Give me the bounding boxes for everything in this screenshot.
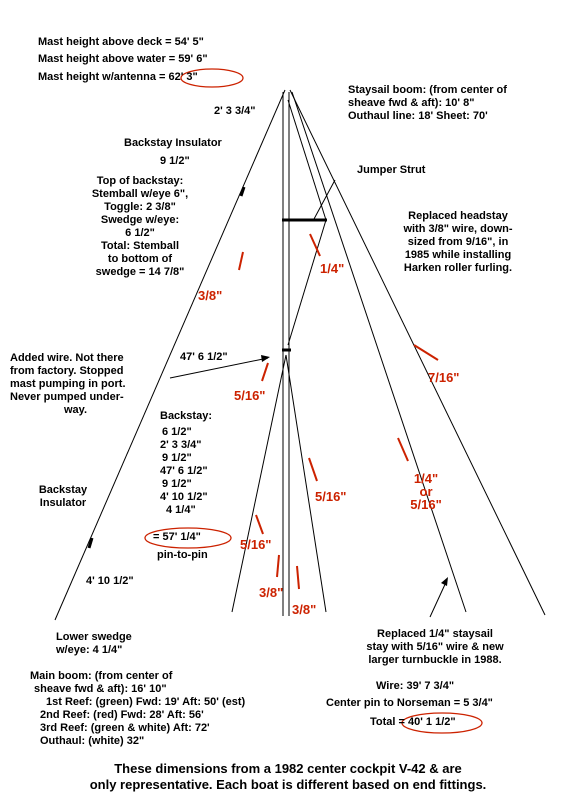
size-tick-staysail xyxy=(398,438,408,461)
top-of-backstay-line: Total: Stemball xyxy=(100,240,180,252)
mast-height-antenna-value: = 62' 3" xyxy=(159,71,198,83)
added-wire-line: Never pumped under- xyxy=(10,391,124,403)
size-tick-lower-mid xyxy=(309,458,317,481)
staysail-boom-line: Outhaul line: 18' Sheet: 70' xyxy=(348,110,488,122)
low-dimension: 4' 10 1/2" xyxy=(86,575,134,587)
size-tick-shroud-a xyxy=(277,555,279,577)
mast-height-deck: Mast height above deck = 54' 5" xyxy=(38,36,204,48)
backstay-value: 4 1/4" xyxy=(166,504,196,516)
top-of-backstay-line: Top of backstay: xyxy=(96,175,184,187)
mast-height-antenna xyxy=(38,71,198,84)
wire-size-staysail-b: 5/16" xyxy=(410,497,442,512)
headstay-note-line: Harken roller furling. xyxy=(403,262,513,274)
size-tick-lower-left xyxy=(262,363,268,381)
top-of-backstay-line: Stemball w/eye 6", xyxy=(91,188,189,200)
center-pin-to-norseman: Center pin to Norseman = 5 3/4" xyxy=(326,697,493,709)
wire-size-headstay: 7/16" xyxy=(428,370,460,385)
backstay-value: 9 1/2" xyxy=(162,478,192,490)
backstay-insulator-low xyxy=(28,484,98,510)
wire-size-staysail xyxy=(398,472,454,511)
added-wire-line: from factory. Stopped xyxy=(10,365,124,377)
wire-size-backstay-upper: 3/8" xyxy=(198,288,223,303)
wire-size-jumper: 1/4" xyxy=(320,261,345,276)
backstay-value: 2' 3 3/4" xyxy=(160,439,202,451)
main-boom-title-line: Main boom: (from center of xyxy=(30,670,173,682)
main-boom-title-line: sheave fwd & aft): 16' 10" xyxy=(34,683,167,695)
backstay-insulator-top-value: 9 1/2" xyxy=(160,155,190,167)
main-boom-note xyxy=(30,670,245,748)
wire-size-staysail-or: or xyxy=(419,484,433,499)
jumper-stay-upper xyxy=(288,100,326,220)
mast-height-water: Mast height above water = 59' 6" xyxy=(38,53,208,65)
staysail-replaced-line: larger turnbuckle in 1988. xyxy=(368,654,502,666)
wire-size-lower-left2: 5/16" xyxy=(240,537,272,552)
added-wire-line: way. xyxy=(64,404,88,416)
main-boom-reef: 3rd Reef: (green & white) Aft: 72' xyxy=(40,722,210,734)
top-of-backstay-line: swedge = 14 7/8" xyxy=(95,266,185,278)
headstay-note-line: 1985 while installing xyxy=(404,249,512,261)
backstay-pin-to-pin: pin-to-pin xyxy=(157,549,208,561)
headstay-note-line: with 3/8" wire, down- xyxy=(403,223,513,235)
wire-size-lower-mid: 5/16" xyxy=(315,489,347,504)
added-wire-arrowhead xyxy=(261,355,270,362)
top-dimension: 2' 3 3/4" xyxy=(214,105,256,117)
lower-swedge-note xyxy=(56,631,132,657)
footer-line: only representative. Each boat is different based on end fittings. xyxy=(89,777,487,792)
insulator-mark-upper xyxy=(241,187,244,196)
backstay-insulator-top-label: Backstay Insulator xyxy=(124,137,222,149)
wire-total xyxy=(370,716,456,729)
backstay-insulator-low-line: Insulator xyxy=(39,497,87,509)
wire-size-shroud-b: 3/8" xyxy=(292,602,317,617)
lower-shroud-right xyxy=(286,355,326,612)
mast-height-antenna-label: Mast height w/antenna xyxy=(38,71,156,83)
staysail-replaced-note xyxy=(340,628,530,667)
mid-dimension: 47' 6 1/2" xyxy=(180,351,228,363)
added-wire-note xyxy=(10,352,126,417)
backstay-value: 6 1/2" xyxy=(162,426,192,438)
added-wire-line: mast pumping in port. xyxy=(10,378,126,390)
main-boom-reef: 2nd Reef: (red) Fwd: 28' Aft: 56' xyxy=(40,709,204,721)
size-tick-backstay xyxy=(239,252,243,270)
wire-size-lower-left: 5/16" xyxy=(234,388,266,403)
wire-size-shroud-a: 3/8" xyxy=(259,585,284,600)
wire-length: Wire: 39' 7 3/4" xyxy=(376,680,455,692)
staysail-arrowhead xyxy=(441,577,448,586)
staysail-boom-line: sheave fwd & aft): 10' 8" xyxy=(348,97,475,109)
jumper-strut-pointer xyxy=(314,180,335,219)
main-boom-reef: 1st Reef: (green) Fwd: 19' Aft: 50' (est) xyxy=(46,696,246,708)
footer-line: These dimensions from a 1982 center cockpit V-42 & are xyxy=(114,761,462,776)
backstay-value: 9 1/2" xyxy=(162,452,192,464)
staysail-boom-line: Staysail boom: (from center of xyxy=(348,84,507,96)
jumper-strut-label: Jumper Strut xyxy=(357,164,426,176)
top-of-backstay-line: Toggle: 2 3/8" xyxy=(104,201,176,213)
headstay-note-line: sized from 9/16", in xyxy=(407,236,509,248)
top-of-backstay-note xyxy=(70,175,210,279)
jumper-stay-lower xyxy=(288,220,326,345)
headstay-note xyxy=(378,210,538,275)
top-of-backstay-line: Swedge w/eye: xyxy=(100,214,180,226)
top-of-backstay-line: 6 1/2" xyxy=(125,227,155,239)
staysail-replaced-line: Replaced 1/4" staysail xyxy=(377,628,493,640)
staysail-replaced-line: stay with 5/16" wire & new xyxy=(366,641,504,653)
backstay-total: = 57' 1/4" xyxy=(153,531,201,543)
backstay-list xyxy=(160,426,240,517)
headstay-note-line: Replaced headstay xyxy=(408,210,508,222)
lower-swedge-line: Lower swedge xyxy=(56,631,132,643)
backstay-list-title: Backstay: xyxy=(160,410,212,422)
backstay-value: 47' 6 1/2" xyxy=(160,465,208,477)
added-wire-line: Added wire. Not there xyxy=(10,352,124,364)
staysail-boom-note xyxy=(348,84,507,123)
backstay-insulator-low-line: Backstay xyxy=(38,484,88,496)
top-of-backstay-line: to bottom of xyxy=(107,253,173,265)
wire-total-value: = 40' 1 1/2" xyxy=(398,716,456,728)
staysail-note-arrow xyxy=(430,580,447,617)
main-boom-reef: Outhaul: (white) 32" xyxy=(40,735,145,747)
size-tick-lower-left2 xyxy=(256,515,263,534)
lower-swedge-line: w/eye: 4 1/4" xyxy=(56,644,123,656)
wire-size-staysail-a: 1/4" xyxy=(413,471,439,486)
wire-total-label: Total xyxy=(370,716,396,728)
size-tick-shroud-b xyxy=(297,566,299,589)
backstay-value: 4' 10 1/2" xyxy=(160,491,208,503)
